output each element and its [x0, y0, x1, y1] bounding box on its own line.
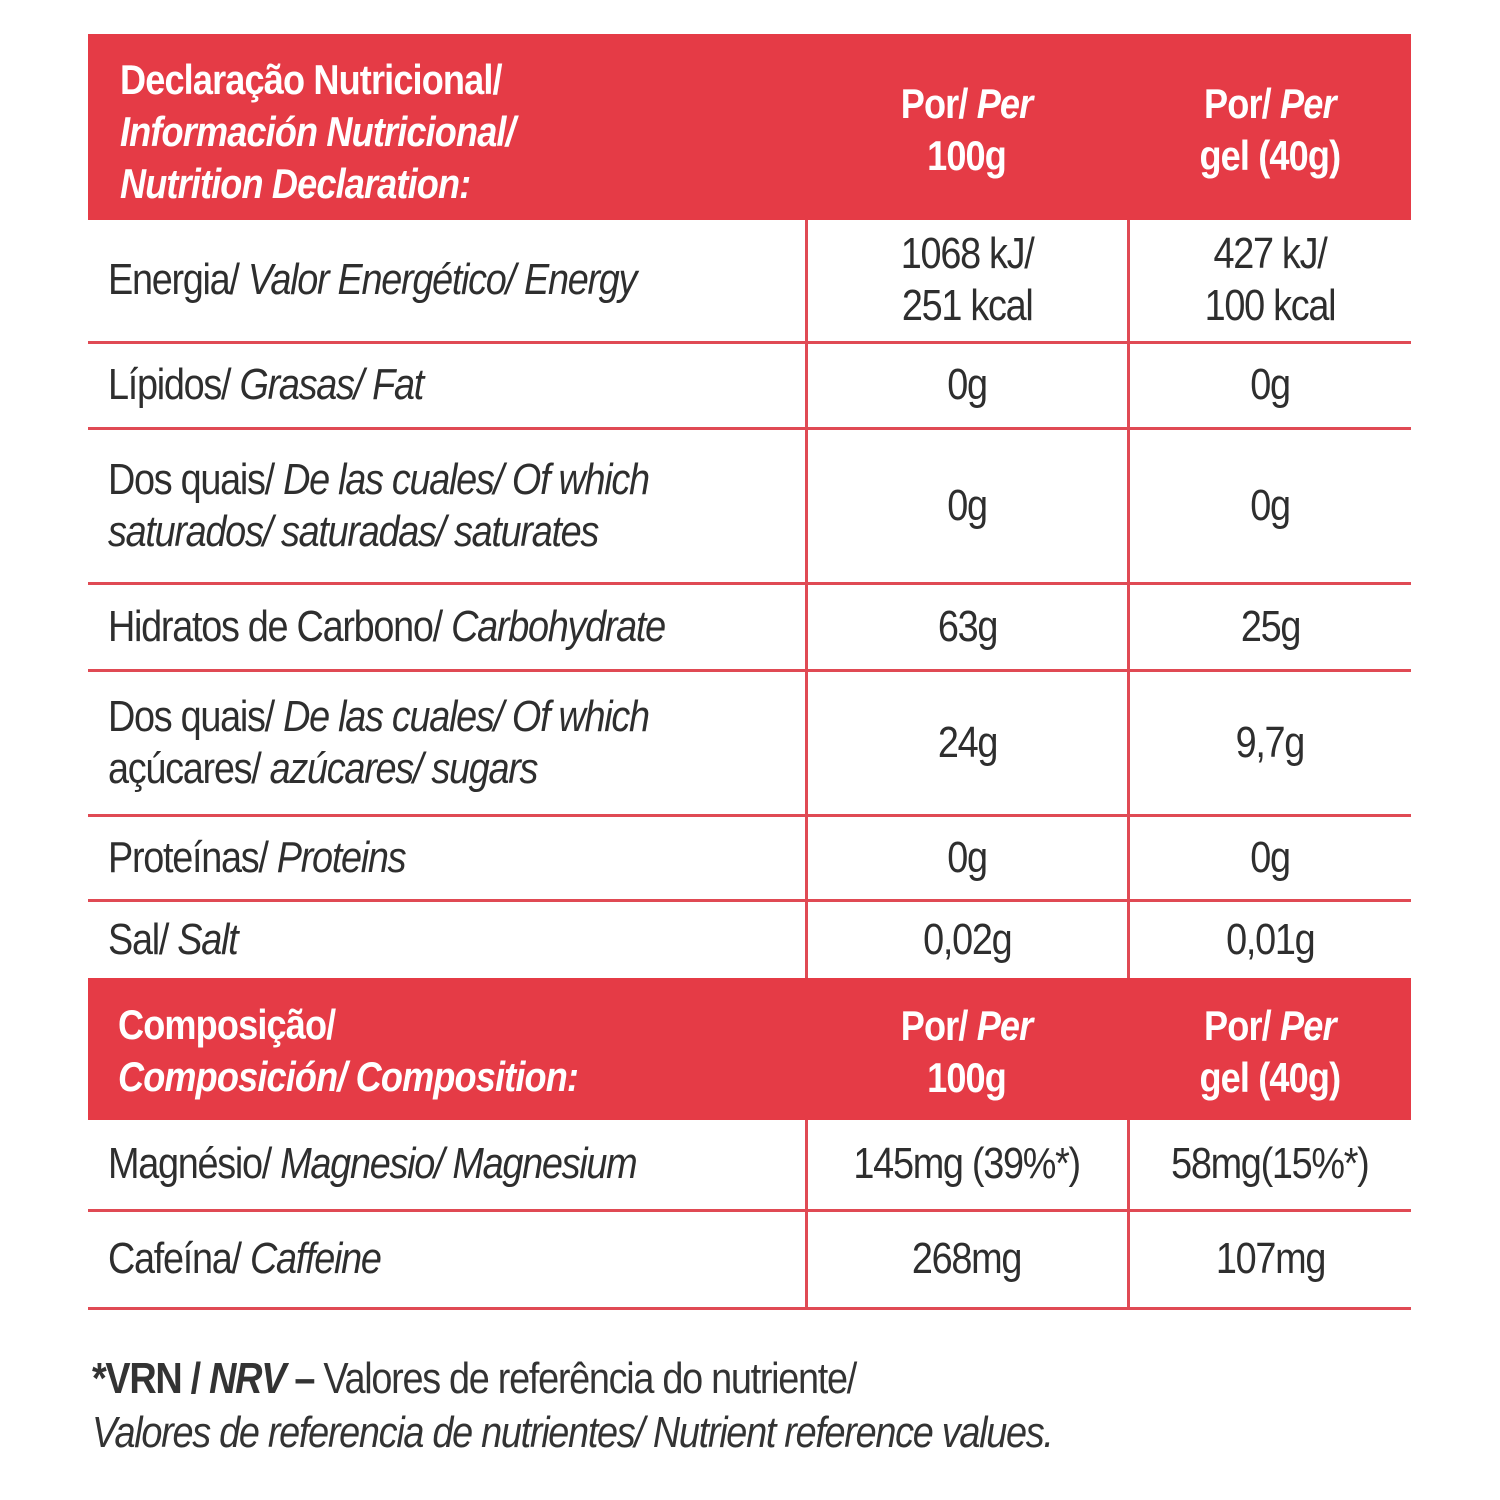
value: 0g	[1250, 360, 1291, 409]
value: 0,01g	[1226, 914, 1315, 964]
value-per-gel	[1128, 815, 1411, 900]
row-sugars	[88, 670, 1411, 815]
row-magnesium	[88, 1120, 1411, 1210]
value: 0g	[947, 832, 987, 882]
label-translations: Valor Energético/ Energy	[247, 255, 637, 305]
label-translations: Salt	[177, 914, 238, 964]
footnote-line2: Valores de referencia de nutrientes/ Nutrient reference values.	[92, 1408, 1053, 1457]
col-header-en: Per	[1279, 79, 1336, 127]
col-header-unit: 100g	[927, 131, 1007, 179]
row-proteins	[88, 815, 1411, 900]
value: 58mg(15%*)	[1171, 1139, 1369, 1189]
footnote	[92, 1352, 1209, 1460]
value-per-100g	[806, 220, 1128, 342]
footnote-abbr-pt: *VRN /	[92, 1354, 210, 1403]
title-pt: Declaração Nutricional/	[120, 56, 502, 103]
label-pt: Energia/	[108, 255, 248, 305]
col-header-pt: Por/	[1203, 79, 1280, 127]
col-header-en: Per	[977, 1001, 1033, 1049]
row-label	[88, 815, 806, 900]
column-header-per-gel	[1128, 34, 1411, 220]
title-pt: Composição/	[118, 1001, 336, 1048]
value-per-100g	[806, 900, 1128, 978]
value: 9,7g	[1235, 717, 1305, 767]
value: 0g	[1250, 480, 1291, 530]
value-per-100g	[806, 1210, 1128, 1308]
value-per-gel	[1128, 900, 1411, 978]
row-label	[88, 900, 806, 978]
label-translations: Carbohydrate	[451, 601, 665, 651]
value-per-gel	[1128, 670, 1411, 815]
value-kcal: 251 kcal	[901, 281, 1033, 331]
row-label	[88, 583, 806, 670]
nutrition-table	[88, 34, 1411, 1310]
nutrition-label	[88, 34, 1411, 1310]
row-saturates	[88, 428, 1411, 583]
col-header-unit: gel (40g)	[1199, 131, 1340, 179]
label-pt: Sal/	[108, 914, 178, 964]
composition-title	[88, 978, 806, 1120]
label-pt: Dos quais/	[108, 454, 284, 504]
value: 0g	[947, 360, 987, 409]
value: 0,02g	[922, 914, 1012, 964]
value: 63g	[937, 601, 997, 651]
value: 0g	[947, 480, 987, 530]
value-kj: 427 kJ/	[1213, 229, 1327, 279]
value-per-gel	[1128, 1120, 1411, 1210]
col-header-unit: 100g	[927, 1053, 1007, 1101]
value: 268mg	[912, 1234, 1022, 1283]
row-energy	[88, 220, 1411, 342]
value: 24g	[937, 717, 997, 767]
col-header-pt: Por/	[1203, 1001, 1280, 1049]
label-pt: Proteínas/	[108, 832, 277, 882]
row-label	[88, 670, 806, 815]
label-translations: Proteins	[276, 832, 406, 882]
value-per-100g	[806, 670, 1128, 815]
value-per-100g	[806, 342, 1128, 428]
value-per-100g	[806, 815, 1128, 900]
label-line2-translations: azúcares/ sugars	[269, 743, 538, 793]
value-per-gel	[1128, 428, 1411, 583]
nutrition-title	[88, 34, 806, 220]
value-per-gel	[1128, 1210, 1411, 1308]
value-per-gel	[1128, 583, 1411, 670]
col-header-pt: Por/	[901, 79, 978, 127]
value: 145mg (39%*)	[853, 1139, 1081, 1189]
label-translations: Caffeine	[249, 1234, 381, 1283]
label-pt: Magnésio/	[108, 1139, 281, 1189]
value-per-100g	[806, 1120, 1128, 1210]
row-label	[88, 428, 806, 583]
row-fat	[88, 342, 1411, 428]
column-header-per-gel	[1128, 978, 1411, 1120]
col-header-unit: gel (40g)	[1199, 1053, 1340, 1101]
title-es-en: Composición/ Composition:	[118, 1053, 579, 1100]
label-translations: De las cuales/ Of which	[283, 454, 649, 504]
title-en: Nutrition Declaration:	[120, 160, 471, 207]
col-header-en: Per	[1279, 1001, 1336, 1049]
row-label	[88, 1120, 806, 1210]
label-translations: De las cuales/ Of which	[283, 691, 649, 741]
title-es: Información Nutricional/	[120, 108, 515, 155]
footnote-line1: Valores de referência do nutriente/	[323, 1354, 856, 1403]
col-header-en: Per	[977, 79, 1033, 127]
value: 25g	[1240, 601, 1300, 651]
row-label	[88, 342, 806, 428]
label-line2: saturados/ saturadas/ saturates	[108, 506, 599, 556]
label-translations: Grasas/ Fat	[239, 360, 423, 409]
value-per-100g	[806, 428, 1128, 583]
col-header-pt: Por/	[901, 1001, 978, 1049]
row-caffeine	[88, 1210, 1411, 1308]
value: 107mg	[1215, 1234, 1325, 1283]
column-header-per-100g	[806, 978, 1128, 1120]
label-line2-pt: açúcares/	[108, 743, 270, 793]
label-pt: Lípidos/	[108, 360, 240, 409]
nutrition-header-row	[88, 34, 1411, 220]
label-pt: Cafeína/	[108, 1234, 250, 1283]
value-kcal: 100 kcal	[1204, 281, 1336, 331]
row-label	[88, 1210, 806, 1308]
row-carbohydrate	[88, 583, 1411, 670]
label-pt: Hidratos de Carbono/	[108, 601, 452, 651]
label-translations: Magnesio/ Magnesium	[280, 1139, 637, 1189]
value-kj: 1068 kJ/	[900, 229, 1034, 279]
row-salt	[88, 900, 1411, 978]
column-header-per-100g	[806, 34, 1128, 220]
row-label	[88, 220, 806, 342]
value-per-gel	[1128, 342, 1411, 428]
value: 0g	[1250, 832, 1291, 882]
footnote-dash: –	[285, 1354, 324, 1403]
label-pt: Dos quais/	[108, 691, 284, 741]
composition-header-row	[88, 978, 1411, 1120]
value-per-100g	[806, 583, 1128, 670]
value-per-gel	[1128, 220, 1411, 342]
footnote-abbr-en: NRV	[209, 1354, 286, 1403]
